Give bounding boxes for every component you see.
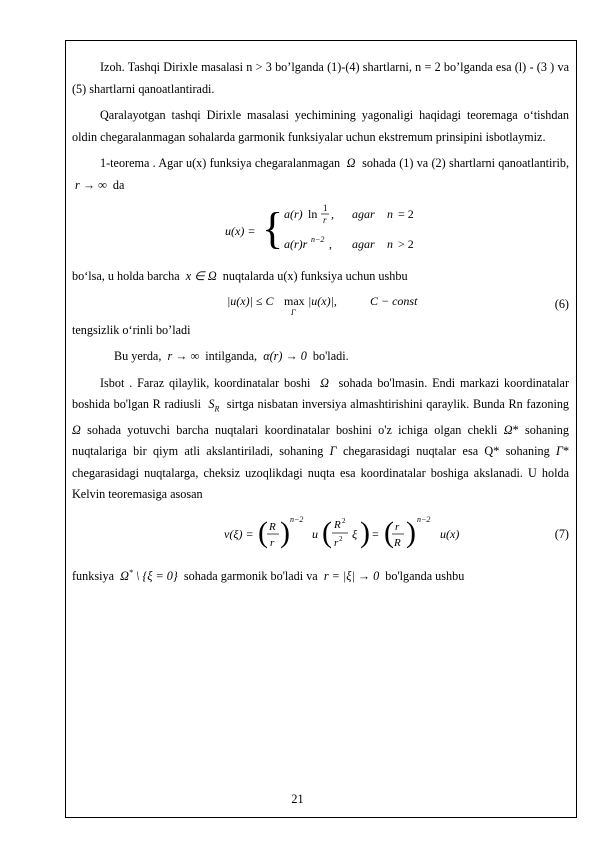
s-r-symbol: $S_R$ (204, 397, 220, 414)
svg-text:v(ξ) =: v(ξ) = (224, 526, 254, 541)
svg-text:agar: agar (352, 237, 375, 251)
svg-text:n−2: n−2 (417, 514, 431, 524)
svg-text:,: , (331, 207, 334, 221)
r-to-infinity-2: r → ∞ (164, 349, 203, 363)
svg-text:(: ( (322, 515, 332, 549)
page-content (72, 57, 569, 588)
svg-text:2: 2 (342, 516, 346, 525)
svg-text:n−2: n−2 (290, 514, 304, 524)
svg-text:1: 1 (323, 203, 328, 213)
closing-paragraph: funksiya Ω* \ {ξ = 0} sohada garmonik bo'ladi va r = |ξ| → 0 bo'lganda ushbu (72, 567, 465, 583)
svg-text:r: r (323, 215, 327, 225)
intro-paragraph: Qaralayotgan tashqi Dirixle masalasi yechimining yagonaligi haqidagi teoremaga o‘tishdan oldin chegaralanmagan sohalarda garmonik funksiyalar uchun ekstremum prinsipini isbotlaymiz. (72, 108, 569, 144)
svg-text:r: r (270, 536, 275, 549)
svg-text:a(r): a(r) (284, 207, 303, 221)
svg-text:u(x): u(x) (440, 526, 460, 541)
svg-text:= 2: = 2 (398, 207, 414, 221)
svg-text:max: max (284, 293, 305, 308)
x-in-omega: x ∈ Ω (182, 269, 220, 283)
kelvin-formula (72, 508, 532, 558)
svg-text:): ) (360, 515, 370, 549)
svg-text:n: n (387, 207, 393, 221)
svg-text:R: R (334, 518, 341, 531)
inequality-note: tengsizlik o‘rinli bo’ladi (72, 322, 191, 337)
r-to-infinity: r → ∞ (72, 177, 110, 192)
svg-text:R: R (269, 520, 276, 533)
svg-text:> 2: > 2 (398, 237, 414, 251)
svg-text:n−2: n−2 (311, 235, 325, 244)
svg-text:n: n (387, 237, 393, 251)
inequality-formula (72, 290, 532, 318)
svg-text:ξ: ξ (352, 526, 358, 541)
piecewise-formula (72, 198, 569, 262)
svg-text:R: R (394, 536, 401, 549)
svg-text:=: = (372, 526, 379, 541)
svg-text:|u(x)|,: |u(x)|, (308, 293, 337, 308)
svg-text:{: { (262, 204, 284, 253)
omega-star-set: Ω* \ {ξ = 0} (117, 567, 181, 583)
page-number: 21 (291, 792, 304, 806)
equation-6 (72, 290, 569, 318)
svg-text:ln: ln (308, 207, 318, 221)
theorem-paragraph: 1-teorema . Agar u(x) funksiya chegaralanmagan Ω sohada (1) va (2) shartlarni qanoatlantirib, r → ∞ da (72, 156, 570, 192)
equation-7-number: (7) (554, 526, 569, 541)
svg-text:u: u (312, 526, 318, 541)
svg-text:r: r (334, 536, 339, 549)
r-xi-to-zero: r = |ξ| → 0 (320, 569, 383, 583)
svg-text:(: ( (384, 515, 394, 549)
svg-text:u(x) =: u(x) = (225, 224, 256, 238)
limit-paragraph: Bu yerda, r → ∞ intilganda, α(r) → 0 bo'ladi. (114, 349, 349, 363)
condition-paragraph: bo‘lsa, u holda barcha x ∈ Ω nuqtalarda u(x) funksiya uchun ushbu (72, 269, 408, 283)
note-paragraph: Izoh. Tashqi Dirixle masalasi n > 3 bo’lganda (1)-(4) shartlarni, n = 2 bo’lganda esa (l) - (3 ) va (5) shartlarni qanoatlantiradi. (72, 60, 569, 96)
svg-text:2: 2 (339, 534, 343, 543)
svg-text:): ) (406, 515, 416, 549)
svg-text:agar: agar (352, 207, 375, 221)
equation-7 (72, 508, 569, 558)
equation-6-number: (6) (554, 296, 569, 311)
svg-text:C − const: C − const (370, 293, 418, 308)
omega-symbol: Ω (343, 156, 359, 170)
proof-paragraph: Isbot . Faraz qilaylik, koordinatalar boshi Ω sohada bo'lmasin. Endi markazi koordinatalar boshida bo'lgan R radiusli $S_R$ sirtga nisbatan inversiya almashtirishini qaraylik. Bunda Rn fazoning Ω sohada yotuvchi barcha nuqtalari koordinatalar boshini o'z ichiga olgan chekli Ω* sohaning nuqtalariga bir qiym atli akslantiriladi, sohaning Γ chegarasidagi nuqtalar esa Q* sohaning Γ* chegarasidagi nuqtalarga, cheksiz uzoqlikdagi nuqta esa koordinatalar boshiga akslanadi. U holda Kelvin teoremasiga asosan (72, 375, 570, 502)
svg-text:r: r (395, 520, 400, 533)
alpha-to-zero: α(r) → 0 (260, 349, 310, 363)
svg-text:|u(x)| ≤ C: |u(x)| ≤ C (227, 293, 274, 308)
equation-piecewise (72, 198, 569, 262)
svg-text:,: , (329, 237, 332, 251)
svg-text:Γ: Γ (291, 307, 296, 317)
svg-text:(: ( (258, 515, 268, 549)
svg-text:): ) (280, 515, 290, 549)
svg-text:a(r)r: a(r)r (284, 237, 308, 251)
